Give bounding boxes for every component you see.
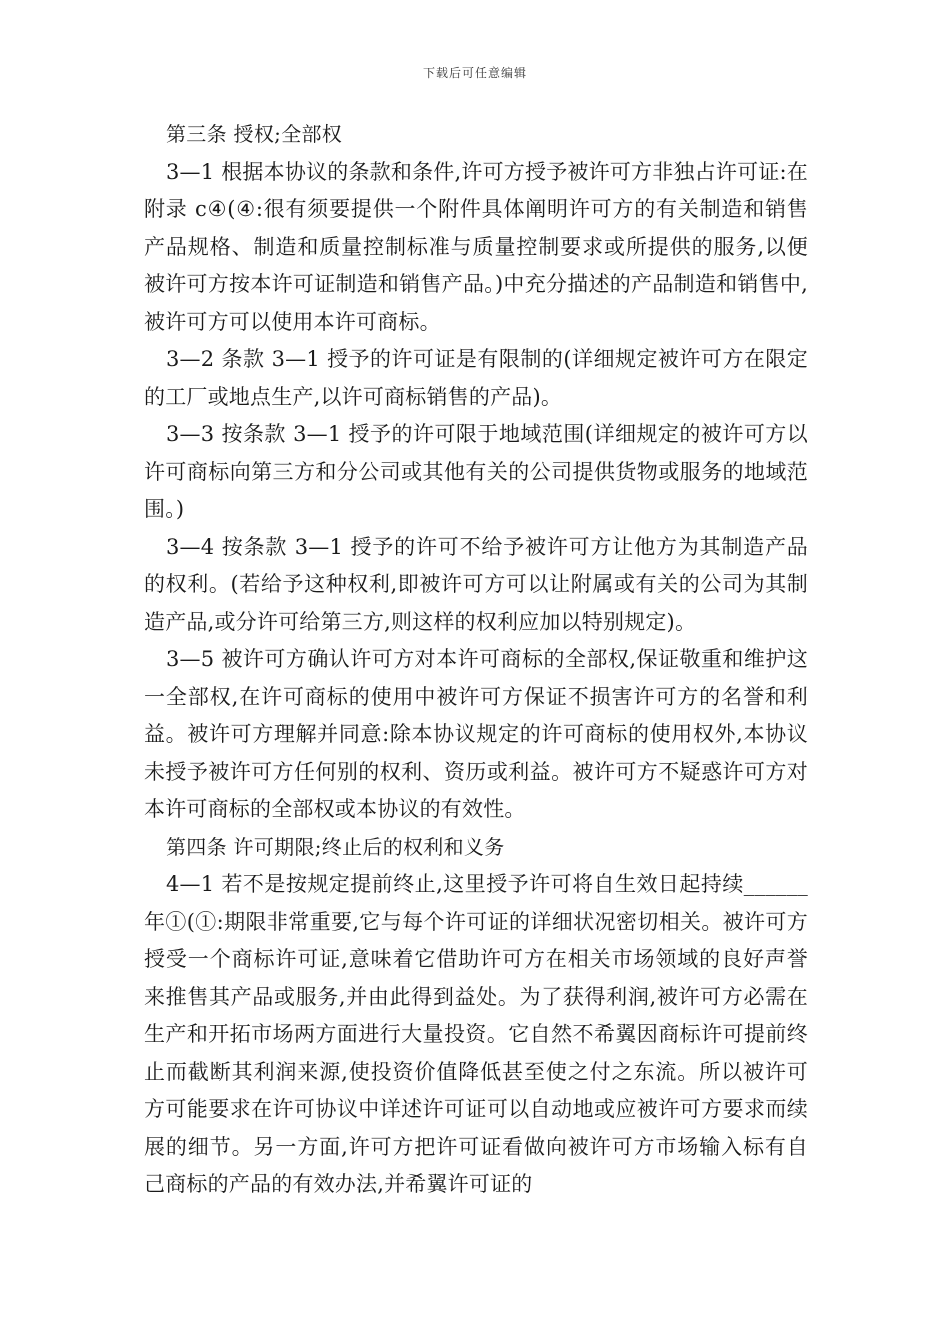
- clause-3-5: 3—5 被许可方确认许可方对本许可商标的全部权,保证敬重和维护这一全部权,在许可商标的使用中被许可方保证不损害许可方的名誉和利益。被许可方理解并同意:除本协议规定的许可商标的使用权外,本协议未授予被许可方任何别的权利、资历或利益。被许可方不疑惑许可方对本许可商标的全部权或本协议的有效性。: [144, 647, 808, 821]
- clause-3-2: 3—2 条款 3—1 授予的许可证是有限制的(详细规定被许可方在限定的工厂或地点生产,以许可商标销售的产品)。: [144, 347, 808, 409]
- document-body: [144, 116, 808, 1204]
- clause-3-1: 3—1 根据本协议的条款和条件,许可方授予被许可方非独占许可证:在附录 c④(④:很有须要提供一个附件具体阐明许可方的有关制造和销售产品规格、制造和质量控制标准与质量控制要求或所提供的服务,以便被许可方按本许可证制造和销售产品。)中充分描述的产品制造和销售中,被许可方可以使用本许可商标。: [144, 159, 808, 334]
- article-3-heading: 第三条 授权;全部权: [166, 122, 343, 146]
- article-4-heading: 第四条 许可期限;终止后的权利和义务: [166, 834, 505, 859]
- clause-3-3: 3—3 按条款 3—1 授予的许可限于地域范围(详细规定的被许可方以许可商标向第三方和分公司或其他有关的公司提供货物或服务的地域范围。): [144, 422, 808, 521]
- clause-3-4: 3—4 按条款 3—1 授予的许可不给予被许可方让他方为其制造产品的权利。(若给予这种权利,即被许可方可以让附属或有关的公司为其制造产品,或分许可给第三方,则这样的权利应加以特别规定)。: [144, 534, 808, 634]
- page-header-note: 下载后可任意编辑: [422, 66, 527, 80]
- clause-4-1: 4—1 若不是按规定提前终止,这里授予许可将自生效日起持续______年①(①:期限非常重要,它与每个许可证的详细状况密切相关。被许可方授受一个商标许可证,意味着它借助许可方在相关市场领域的良好声誉来推售其产品或服务,并由此得到益处。为了获得利润,被许可方必需在生产和开拓市场两方面进行大量投资。它自然不希翼因商标许可提前终止而截断其利润来源,使投资价值降低甚至使之付之东流。所以被许可方可能要求在许可协议中详述许可证可以自动地或应被许可方要求而续展的细节。另一方面,许可方把许可证看做向被许可方市场输入标有自己商标的产品的有效办法,并希翼许可证的: [144, 872, 808, 1196]
